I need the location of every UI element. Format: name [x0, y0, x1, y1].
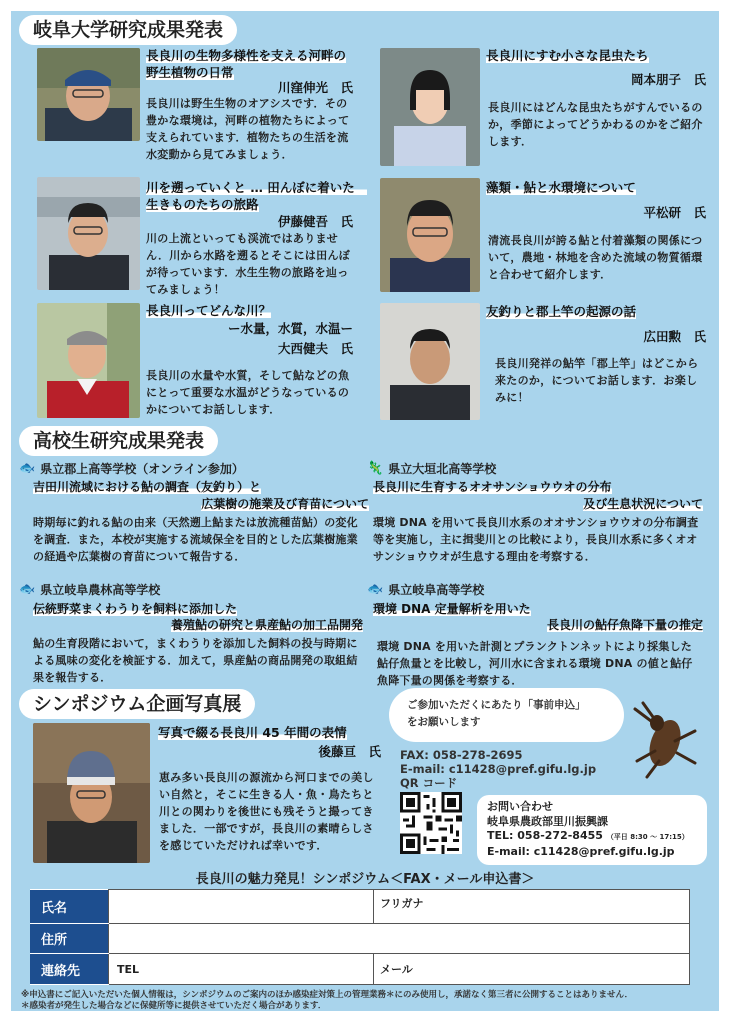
section-title-highschool: 高校生研究成果発表: [19, 426, 218, 456]
footnote-health-center: ＊感染者が発生した場合などに保健所等に提供させていただく場合があります．: [21, 1001, 327, 1011]
univ-item-4-desc: 清流長良川が誇る鮎と付着藻類の関係について，農地・林地を含めた流域の物質循環と合わせて紹介します．: [488, 234, 703, 281]
hs-4-title-line2: 長良川の鮎仔魚降下量の推定: [546, 618, 703, 632]
hs-2-title-line2: 及び生息状況について: [583, 497, 703, 511]
fish-icon: 🐟: [19, 582, 36, 597]
photo-exhibit-name: 後藤亘 氏: [318, 744, 381, 759]
qr-code-label: QR コード: [400, 776, 458, 790]
univ-item-1-title: 長良川の生物多様性を支える河畔の野生植物の日常: [146, 48, 347, 80]
univ-item-4-title: 藻類・鮎と水環境について: [486, 180, 636, 195]
univ-item-1-desc: 長良川は野生生物のオアシスです．その豊かな環境は，河畔の植物たちによって支えられています．植物たちの生活を流水変動から見てみましょう．: [146, 97, 350, 161]
form-name-field[interactable]: [109, 890, 374, 924]
univ-item-1-name: 川窪伸光 氏: [277, 80, 353, 95]
hs-1-title-line1: 吉田川流域における鮎の調査（友釣り）と: [33, 480, 262, 494]
hs-3-school: 🐟 県立岐阜農林高等学校: [19, 582, 161, 597]
hs-2-title-line1: 長良川に生育するオオサンショウウオの分布: [373, 480, 612, 494]
hs-1-school: 🐟 県立郡上高等学校（オンライン参加）: [19, 461, 244, 476]
form-mail-field[interactable]: メール: [374, 954, 690, 985]
qr-code[interactable]: [400, 792, 462, 854]
inquiry-tel: TEL: 058-272-8455 （平日 8:30 ～ 17:15）: [487, 829, 689, 842]
application-form-title: 長良川の魅力発見！シンポジウム＜FAX・メール申込書＞: [195, 872, 535, 887]
speaker-photo-ito: [37, 177, 140, 290]
univ-item-5-title: 長良川ってどんな川？: [146, 303, 272, 318]
hs-2-school: 🦎 県立大垣北高等学校: [367, 461, 497, 476]
hs-3-desc: 鮎の生育段階において，まくわうりを添加した飼料の投与時期による風味の変化を検証する．加えて，県産鮎の商品開発の取組結果を報告する．: [33, 637, 358, 684]
footnote-privacy: ※申込書にご記入いただいた個人情報は，シンポジウムのご案内のほか感染症対策上の管理業務＊にのみ使用し，承諾なく第三者に公開することはありません．: [21, 990, 633, 1000]
photo-exhibit-title: 写真で綴る長良川 45 年間の表情: [158, 725, 347, 740]
inquiry-box: [477, 795, 707, 865]
section-title-university: 岐阜大学研究成果発表: [19, 15, 237, 45]
speaker-photo-okamoto: [380, 48, 480, 166]
water-bug-illustration: [629, 701, 699, 781]
form-address-label: 住所: [31, 923, 109, 954]
inquiry-label: お問い合わせ: [487, 800, 553, 813]
form-contact-label: 連絡先: [31, 954, 109, 985]
univ-item-6-desc: 長良川発祥の鮎竿「郡上竿」はどこから来たのか，についてお話します．お楽しみに！: [495, 357, 699, 404]
flyer-page: [11, 11, 719, 1011]
photo-exhibit-desc: 恵み多い長良川の源流から河口までの美しい自然と，そこに生きる人・魚・鳥たちと川との関わりを後世にも残そうと撮ってきました．一部ですが，長良川の素晴らしさを感じていただければ幸いです．: [159, 771, 374, 852]
univ-item-5-desc: 長良川の水量や水質，そして鮎などの魚にとって重要な水温がどうなっているのかについてお話しします．: [146, 369, 350, 416]
speaker-photo-hiramatsu: [380, 178, 480, 292]
fax-number: FAX: 058-278-2695: [400, 748, 523, 762]
form-name-label: 氏名: [31, 890, 109, 924]
univ-item-5-subtitle: ー水量，水質，水温ー: [227, 321, 353, 336]
univ-item-6-title: 友釣りと郡上竿の起源の話: [486, 304, 637, 319]
hs-3-title-line2: 養殖鮎の研究と県産鮎の加工品開発: [170, 618, 363, 632]
hs-1-title-line2: 広葉樹の施業及び育苗について: [201, 497, 369, 511]
univ-item-3-name: 伊藤健吾 氏: [277, 214, 353, 229]
speaker-photo-hirota: [380, 303, 480, 420]
application-form: [30, 889, 690, 985]
univ-item-6-name: 広田勲 氏: [643, 329, 706, 344]
inquiry-email[interactable]: E-mail: c11428@pref.gifu.lg.jp: [487, 844, 675, 858]
form-furigana-field[interactable]: フリガナ: [374, 890, 690, 924]
univ-item-2-name: 岡本朋子 氏: [630, 72, 706, 87]
univ-item-2-desc: 長良川にはどんな昆虫たちがすんでいるのか，季節によってどうかわるのかをご紹介します．: [488, 101, 703, 148]
form-address-field[interactable]: [109, 923, 690, 954]
univ-item-3-desc: 川の上流といっても渓流ではありません．川から水路を遡るとそこには田んぼが待っています．水生生物の旅路を辿ってみましょう！: [146, 232, 351, 296]
fish-icon: 🐟: [367, 582, 384, 597]
section-title-photo-exhibit: シンポジウム企画写真展: [19, 689, 255, 719]
hs-1-desc: 時期毎に釣れる鮎の由来（天然遡上鮎または放流種苗鮎）の変化を調査．また，本校が実施する流域保全を目的とした広葉樹施業の経過や広葉樹の育苗について報告する．: [33, 516, 358, 563]
hs-2-desc: 環境 DNA を用いて長良川水系のオオサンショウウオの分布調査等を実施し，主に揖斐川との比較により，長良川水系に多くオオサンショウウオが生息する理由を考察する．: [373, 516, 699, 563]
fish-icon: 🐟: [19, 461, 36, 476]
speaker-photo-onishi: [37, 303, 140, 418]
univ-item-3-title: 川を遡っていくと … 田んぼに着いた 生きものたちの旅路: [146, 180, 368, 212]
univ-item-4-name: 平松研 氏: [643, 205, 706, 220]
univ-item-2-title: 長良川にすむ小さな昆虫たち: [486, 48, 649, 63]
pre-registration-bubble: ご参加いただくにあたり「事前申込」 をお願いします: [389, 688, 624, 742]
form-tel-field[interactable]: TEL: [109, 954, 374, 985]
hs-3-title-line1: 伝統野菜まくわうりを飼料に添加した: [33, 602, 238, 616]
speaker-photo-kawakubo: [37, 48, 140, 141]
hs-4-title-line1: 環境 DNA 定量解析を用いた: [373, 602, 531, 616]
hs-4-school: 🐟 県立岐阜高等学校: [367, 582, 485, 597]
speaker-photo-goto: [33, 723, 150, 863]
contact-email[interactable]: E-mail: c11428@pref.gifu.lg.jp: [400, 762, 597, 776]
inquiry-dept: 岐阜県農政部里川振興課: [487, 814, 608, 828]
univ-item-5-name: 大西健夫 氏: [277, 341, 353, 356]
salamander-icon: 🦎: [367, 461, 384, 476]
hs-4-desc: 環境 DNA を用いた計測とプランクトンネットにより採集した鮎仔魚量とを比較し，河川水に含まれる環境 DNA の値と鮎仔魚降下量の関係を考察する．: [377, 640, 693, 687]
